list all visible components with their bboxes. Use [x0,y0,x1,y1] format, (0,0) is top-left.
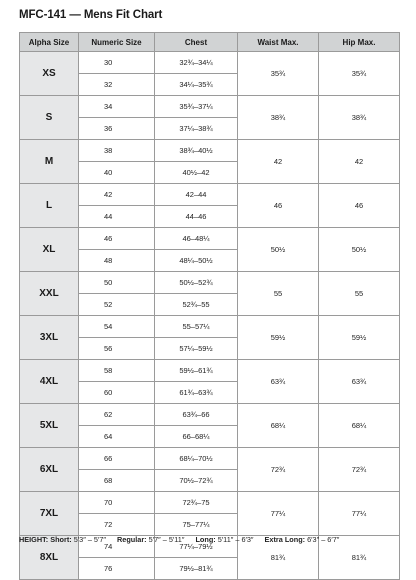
hip-max-cell: 38¾ [319,96,400,140]
table-row [20,52,400,74]
chest-cell: 37¼–38¾ [155,118,238,140]
regular-value: 5′7″ – 5′11″ [148,535,185,544]
table-row [20,140,400,162]
size-chart-body [20,52,400,580]
table-row [20,228,400,250]
table-row [20,96,400,118]
waist-max-cell: 35¾ [238,52,319,96]
alpha-size-cell: XS [20,52,79,96]
alpha-size-cell: 4XL [20,360,79,404]
chest-cell: 77¼–79½ [155,536,238,558]
numeric-size-cell: 50 [79,272,155,294]
alpha-size-cell: M [20,140,79,184]
chest-cell: 46–48¼ [155,228,238,250]
alpha-size-cell: 7XL [20,492,79,536]
chest-cell: 66–68¼ [155,426,238,448]
numeric-size-cell: 74 [79,536,155,558]
alpha-size-cell: 3XL [20,316,79,360]
chest-cell: 42–44 [155,184,238,206]
numeric-size-cell: 72 [79,514,155,536]
alpha-size-cell: 8XL [20,536,79,580]
hip-max-cell: 63¾ [319,360,400,404]
numeric-size-cell: 42 [79,184,155,206]
alpha-size-cell: XXL [20,272,79,316]
chest-cell: 63¾–66 [155,404,238,426]
regular-label: Regular: [117,535,147,544]
numeric-size-cell: 56 [79,338,155,360]
waist-max-cell: 38¾ [238,96,319,140]
waist-max-cell: 50½ [238,228,319,272]
chest-cell: 52¾–55 [155,294,238,316]
numeric-size-cell: 34 [79,96,155,118]
chest-cell: 38¾–40½ [155,140,238,162]
numeric-size-cell: 64 [79,426,155,448]
chest-cell: 59½–61¾ [155,360,238,382]
waist-max-cell: 68¼ [238,404,319,448]
waist-max-cell: 81¾ [238,536,319,580]
numeric-size-cell: 40 [79,162,155,184]
chest-cell: 68¼–70½ [155,448,238,470]
numeric-size-cell: 68 [79,470,155,492]
alpha-size-cell: L [20,184,79,228]
waist-max-cell: 77¼ [238,492,319,536]
numeric-size-cell: 60 [79,382,155,404]
table-row [20,360,400,382]
long-label: Long: [195,535,216,544]
numeric-size-cell: 70 [79,492,155,514]
chest-cell: 40½–42 [155,162,238,184]
waist-max-cell: 72¾ [238,448,319,492]
numeric-size-cell: 54 [79,316,155,338]
table-row [20,448,400,470]
alpha-size-cell: XL [20,228,79,272]
chest-cell: 57¼–59½ [155,338,238,360]
numeric-size-cell: 52 [79,294,155,316]
waist-max-cell: 55 [238,272,319,316]
chest-cell: 79½–81¾ [155,558,238,580]
chest-cell: 32¾–34¼ [155,52,238,74]
chest-cell: 44–46 [155,206,238,228]
numeric-size-cell: 66 [79,448,155,470]
numeric-size-cell: 58 [79,360,155,382]
hip-max-cell: 46 [319,184,400,228]
table-row [20,184,400,206]
table-row [20,272,400,294]
chest-cell: 35¾–37¼ [155,96,238,118]
alpha-size-cell: S [20,96,79,140]
waist-max-cell: 46 [238,184,319,228]
height-legend [19,535,339,544]
numeric-size-cell: 44 [79,206,155,228]
header-chest: Chest [155,33,238,52]
numeric-size-cell: 48 [79,250,155,272]
hip-max-cell: 77¼ [319,492,400,536]
header-waist-max: Waist Max. [238,33,319,52]
hip-max-cell: 35¾ [319,52,400,96]
hip-max-cell: 42 [319,140,400,184]
numeric-size-cell: 32 [79,74,155,96]
table-row [20,404,400,426]
chest-cell: 34¼–35¾ [155,74,238,96]
chest-cell: 72¾–75 [155,492,238,514]
numeric-size-cell: 38 [79,140,155,162]
table-row [20,316,400,338]
waist-max-cell: 42 [238,140,319,184]
alpha-size-cell: 5XL [20,404,79,448]
hip-max-cell: 68¼ [319,404,400,448]
waist-max-cell: 63¾ [238,360,319,404]
header-hip-max: Hip Max. [319,33,400,52]
hip-max-cell: 55 [319,272,400,316]
chest-cell: 75–77¼ [155,514,238,536]
numeric-size-cell: 62 [79,404,155,426]
hip-max-cell: 50½ [319,228,400,272]
chest-cell: 61¾–63¾ [155,382,238,404]
size-chart-table [19,32,400,580]
numeric-size-cell: 30 [79,52,155,74]
hip-max-cell: 81¾ [319,536,400,580]
header-row [20,33,400,52]
short-value: 5′3″ – 5′7″ [73,535,106,544]
header-alpha-size: Alpha Size [20,33,79,52]
hip-max-cell: 59½ [319,316,400,360]
numeric-size-cell: 36 [79,118,155,140]
chest-cell: 55–57¼ [155,316,238,338]
numeric-size-cell: 46 [79,228,155,250]
waist-max-cell: 59½ [238,316,319,360]
chest-cell: 70½–72¾ [155,470,238,492]
short-label: Short: [50,535,72,544]
chest-cell: 48¼–50½ [155,250,238,272]
hip-max-cell: 72¾ [319,448,400,492]
extra-long-value: 6′3″ – 6′7″ [307,535,340,544]
header-numeric-size: Numeric Size [79,33,155,52]
height-label: HEIGHT: [19,535,49,544]
alpha-size-cell: 6XL [20,448,79,492]
chest-cell: 50½–52¾ [155,272,238,294]
numeric-size-cell: 76 [79,558,155,580]
table-row [20,492,400,514]
long-value: 5′11″ – 6′3″ [217,535,254,544]
page-title: MFC-141 — Mens Fit Chart [19,9,163,21]
extra-long-label: Extra Long: [264,535,306,544]
